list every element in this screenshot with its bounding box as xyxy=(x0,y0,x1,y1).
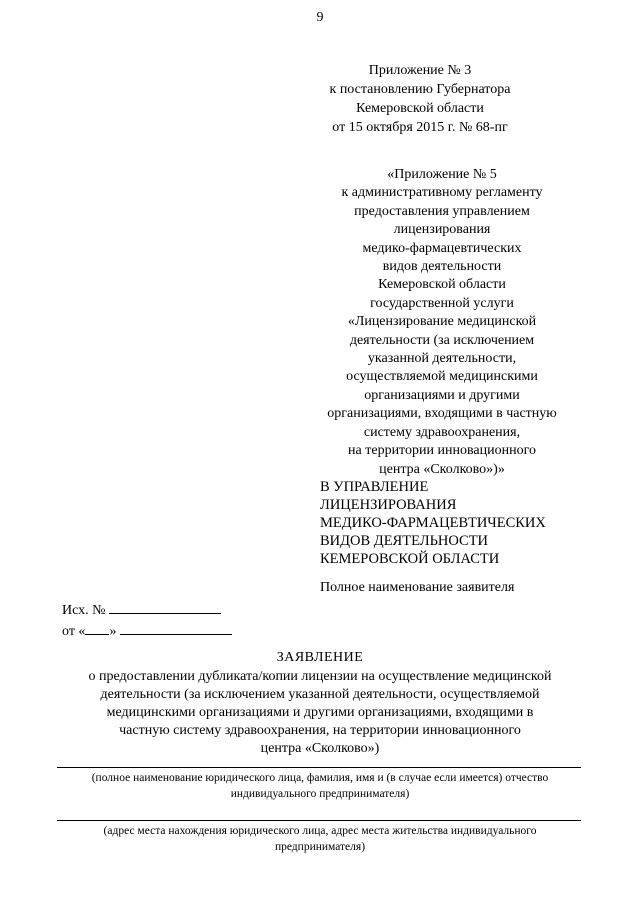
addressee-line: В УПРАВЛЕНИЕ xyxy=(320,479,429,495)
appendix-3-header xyxy=(300,61,540,137)
addressee-block xyxy=(320,478,620,568)
subject-line: медицинскими организациями и другими организациями, входящими в xyxy=(106,705,534,720)
outgoing-reference xyxy=(62,600,292,642)
appendix-3-line: Кемеровской области xyxy=(356,101,484,116)
appendix-5-line: «Лицензирование медицинской xyxy=(347,314,537,330)
appendix-5-line: видов деятельности xyxy=(382,259,502,275)
date-prefix: от « xyxy=(62,624,86,639)
address-fill-line[interactable] xyxy=(57,820,581,821)
subject-line: деятельности (за исключением указанной деятельности, осуществляемой xyxy=(100,687,540,702)
date-mid: » xyxy=(109,624,117,639)
caption-line: (адрес места нахождения юридического лица, адрес места жительства индивидуального xyxy=(103,825,537,837)
caption-line: (полное наименование юридического лица, фамилия, имя и (в случае если имеется) отчество xyxy=(91,772,549,784)
addressee-line: ВИДОВ ДЕЯТЕЛЬНОСТИ xyxy=(320,533,489,549)
subject-line: о предоставлении дубликата/копии лицензии на осуществление медицинской xyxy=(88,669,552,684)
outgoing-number-label: Исх. № xyxy=(62,603,106,618)
addressee-line: КЕМЕРОВСКОЙ ОБЛАСТИ xyxy=(320,551,500,567)
appendix-3-line: от 15 октября 2015 г. № 68-пг xyxy=(332,120,508,135)
appendix-5-line: государственной услуги xyxy=(370,295,514,311)
document-title: ЗАЯВЛЕНИЕ xyxy=(276,650,364,665)
appendix-3-line: Приложение № 3 xyxy=(368,63,472,78)
applicant-name-caption xyxy=(55,770,585,802)
appendix-5-header xyxy=(310,166,574,479)
appendix-5-line: систему здравоохранения, xyxy=(363,424,521,440)
outgoing-number-blank[interactable] xyxy=(109,600,221,614)
document-subject xyxy=(60,668,580,758)
appendix-5-line: осуществляемой медицинскими xyxy=(346,369,538,385)
subject-line: центра «Сколково») xyxy=(260,741,380,756)
page-number: 9 xyxy=(316,10,324,25)
appendix-3-line: к постановлению Губернатора xyxy=(329,82,511,97)
addressee-line: МЕДИКО-ФАРМАЦЕВТИЧЕСКИХ xyxy=(320,515,546,531)
appendix-5-line: «Приложение № 5 xyxy=(387,167,497,182)
appendix-5-line: медико-фармацевтических xyxy=(362,240,522,256)
appendix-5-line: лицензирования xyxy=(393,222,491,238)
caption-line: предпринимателя) xyxy=(274,841,366,853)
date-month-blank[interactable] xyxy=(120,621,232,635)
appendix-5-line: к административному регламенту xyxy=(341,185,543,201)
outgoing-number-row xyxy=(62,600,292,621)
appendix-5-line: центра «Сколково»)» xyxy=(379,461,505,477)
appendix-5-line: деятельности (за исключением xyxy=(349,332,535,348)
addressee-line: ЛИЦЕНЗИРОВАНИЯ xyxy=(320,497,457,513)
caption-line: индивидуального предпринимателя) xyxy=(230,788,410,800)
appendix-5-line: Кемеровской области xyxy=(378,277,506,293)
appendix-5-line: организациями, входящими в частную xyxy=(327,406,557,422)
applicant-name-fill-line[interactable] xyxy=(57,767,581,768)
subject-line: частную систему здравоохранения, на территории инновационного xyxy=(119,723,521,738)
address-caption xyxy=(55,823,585,855)
appendix-5-line: предоставления управлением xyxy=(354,203,530,219)
appendix-5-line: указанной деятельности, xyxy=(367,351,517,367)
applicant-label: Полное наименование заявителя xyxy=(320,580,515,595)
date-day-blank[interactable] xyxy=(85,621,109,635)
outgoing-date-row xyxy=(62,621,292,642)
appendix-5-line: на территории инновационного xyxy=(348,443,536,459)
appendix-5-line: организациями и другими xyxy=(364,387,520,403)
